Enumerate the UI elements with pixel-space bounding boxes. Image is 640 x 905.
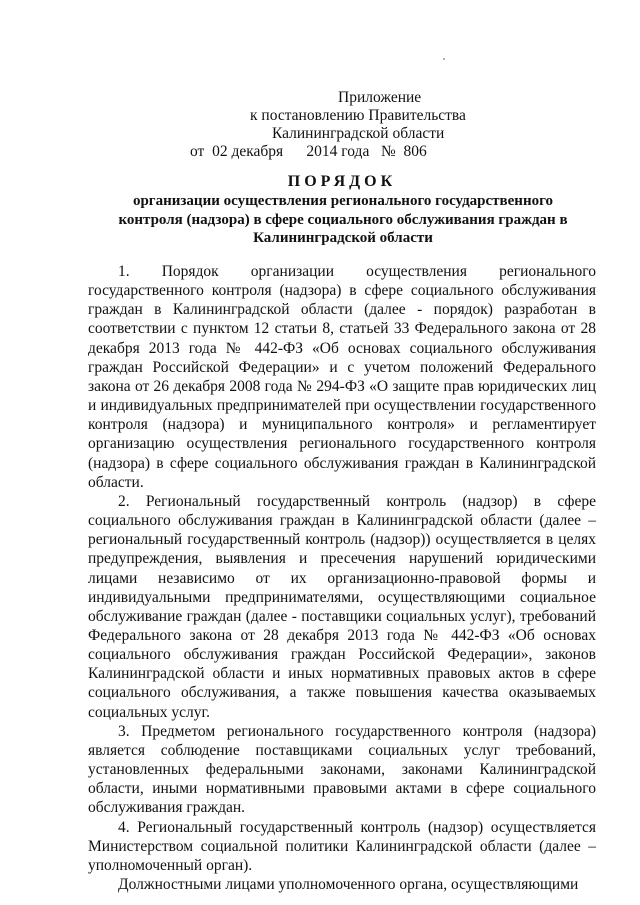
document-body bbox=[88, 262, 596, 894]
scan-speck bbox=[443, 58, 445, 60]
paragraph-1: 1. Порядок организации осуществления регионального государственного контроля (надзора) в сфере социального обслуживания граждан в Калининградской области (далее - порядок) разработан в соответствии с пунктом 12 статьи 8, статьей 33 Федерального закона от 28 декабря 2013 года № 442-ФЗ «Об основах социального обслуживания граждан Российской Федерации» и с учетом положений Федерального закона от 26 декабря 2008 года № 294-ФЗ «О защите прав юридических лиц и индивидуальных предпринимателей при осуществлении государственного контроля (надзора) и муниципального контроля» и регламентирует организацию осуществления регионального государственного контроля (надзора) в сфере социального обслуживания граждан в Калининградской области. bbox=[88, 263, 596, 491]
document-subtitle: организации осуществления регионального государственного контроля (надзора) в сфере социального обслуживания граждан в Калининградской области bbox=[118, 193, 568, 246]
paragraph-2: 2. Региональный государственный контроль (надзор) в сфере социального обслуживания граждан в Калининградской области (далее – региональный государственный контроль (надзор)) осуществляется в целях предупреждения, выявления и пресечения нарушений юридическими лицами независимо от их организационно-правовой формы и индивидуальными предпринимателями, осуществляющими социальное обслуживание граждан (далее - поставщики социальных услуг), требований Федерального закона от 28 декабря 2013 года № 442-ФЗ «Об основах социального обслуживания граждан Российской Федерации», законов Калининградской области и иных нормативных правовых актов в сфере социального обслуживания, а также повышения качества оказываемых социальных услуг. bbox=[88, 492, 596, 721]
annex-date-number: от 02 декабря 2014 года № 806 bbox=[190, 143, 427, 160]
paragraph-3: 3. Предметом регионального государственного контроля (надзора) является соблюдение поставщиками социальных услуг требований, установленных федеральными законами, законами Калининградской области, иными нормативными правовыми актами в сфере социального обслуживания граждан. bbox=[88, 722, 596, 817]
paragraph-5: Должностными лицами уполномоченного органа, осуществляющими bbox=[118, 876, 579, 893]
annex-title: Приложение bbox=[338, 89, 422, 106]
annex-region: Калининградской области bbox=[272, 125, 445, 142]
annex-decree-ref: к постановлению Правительства bbox=[250, 107, 466, 124]
document-title: ПОРЯДОК bbox=[287, 173, 397, 190]
paragraph-4: 4. Региональный государственный контроль (надзор) осуществляется Министерством социальной политики Калининградской области (далее – уполномоченный орган). bbox=[88, 818, 596, 874]
